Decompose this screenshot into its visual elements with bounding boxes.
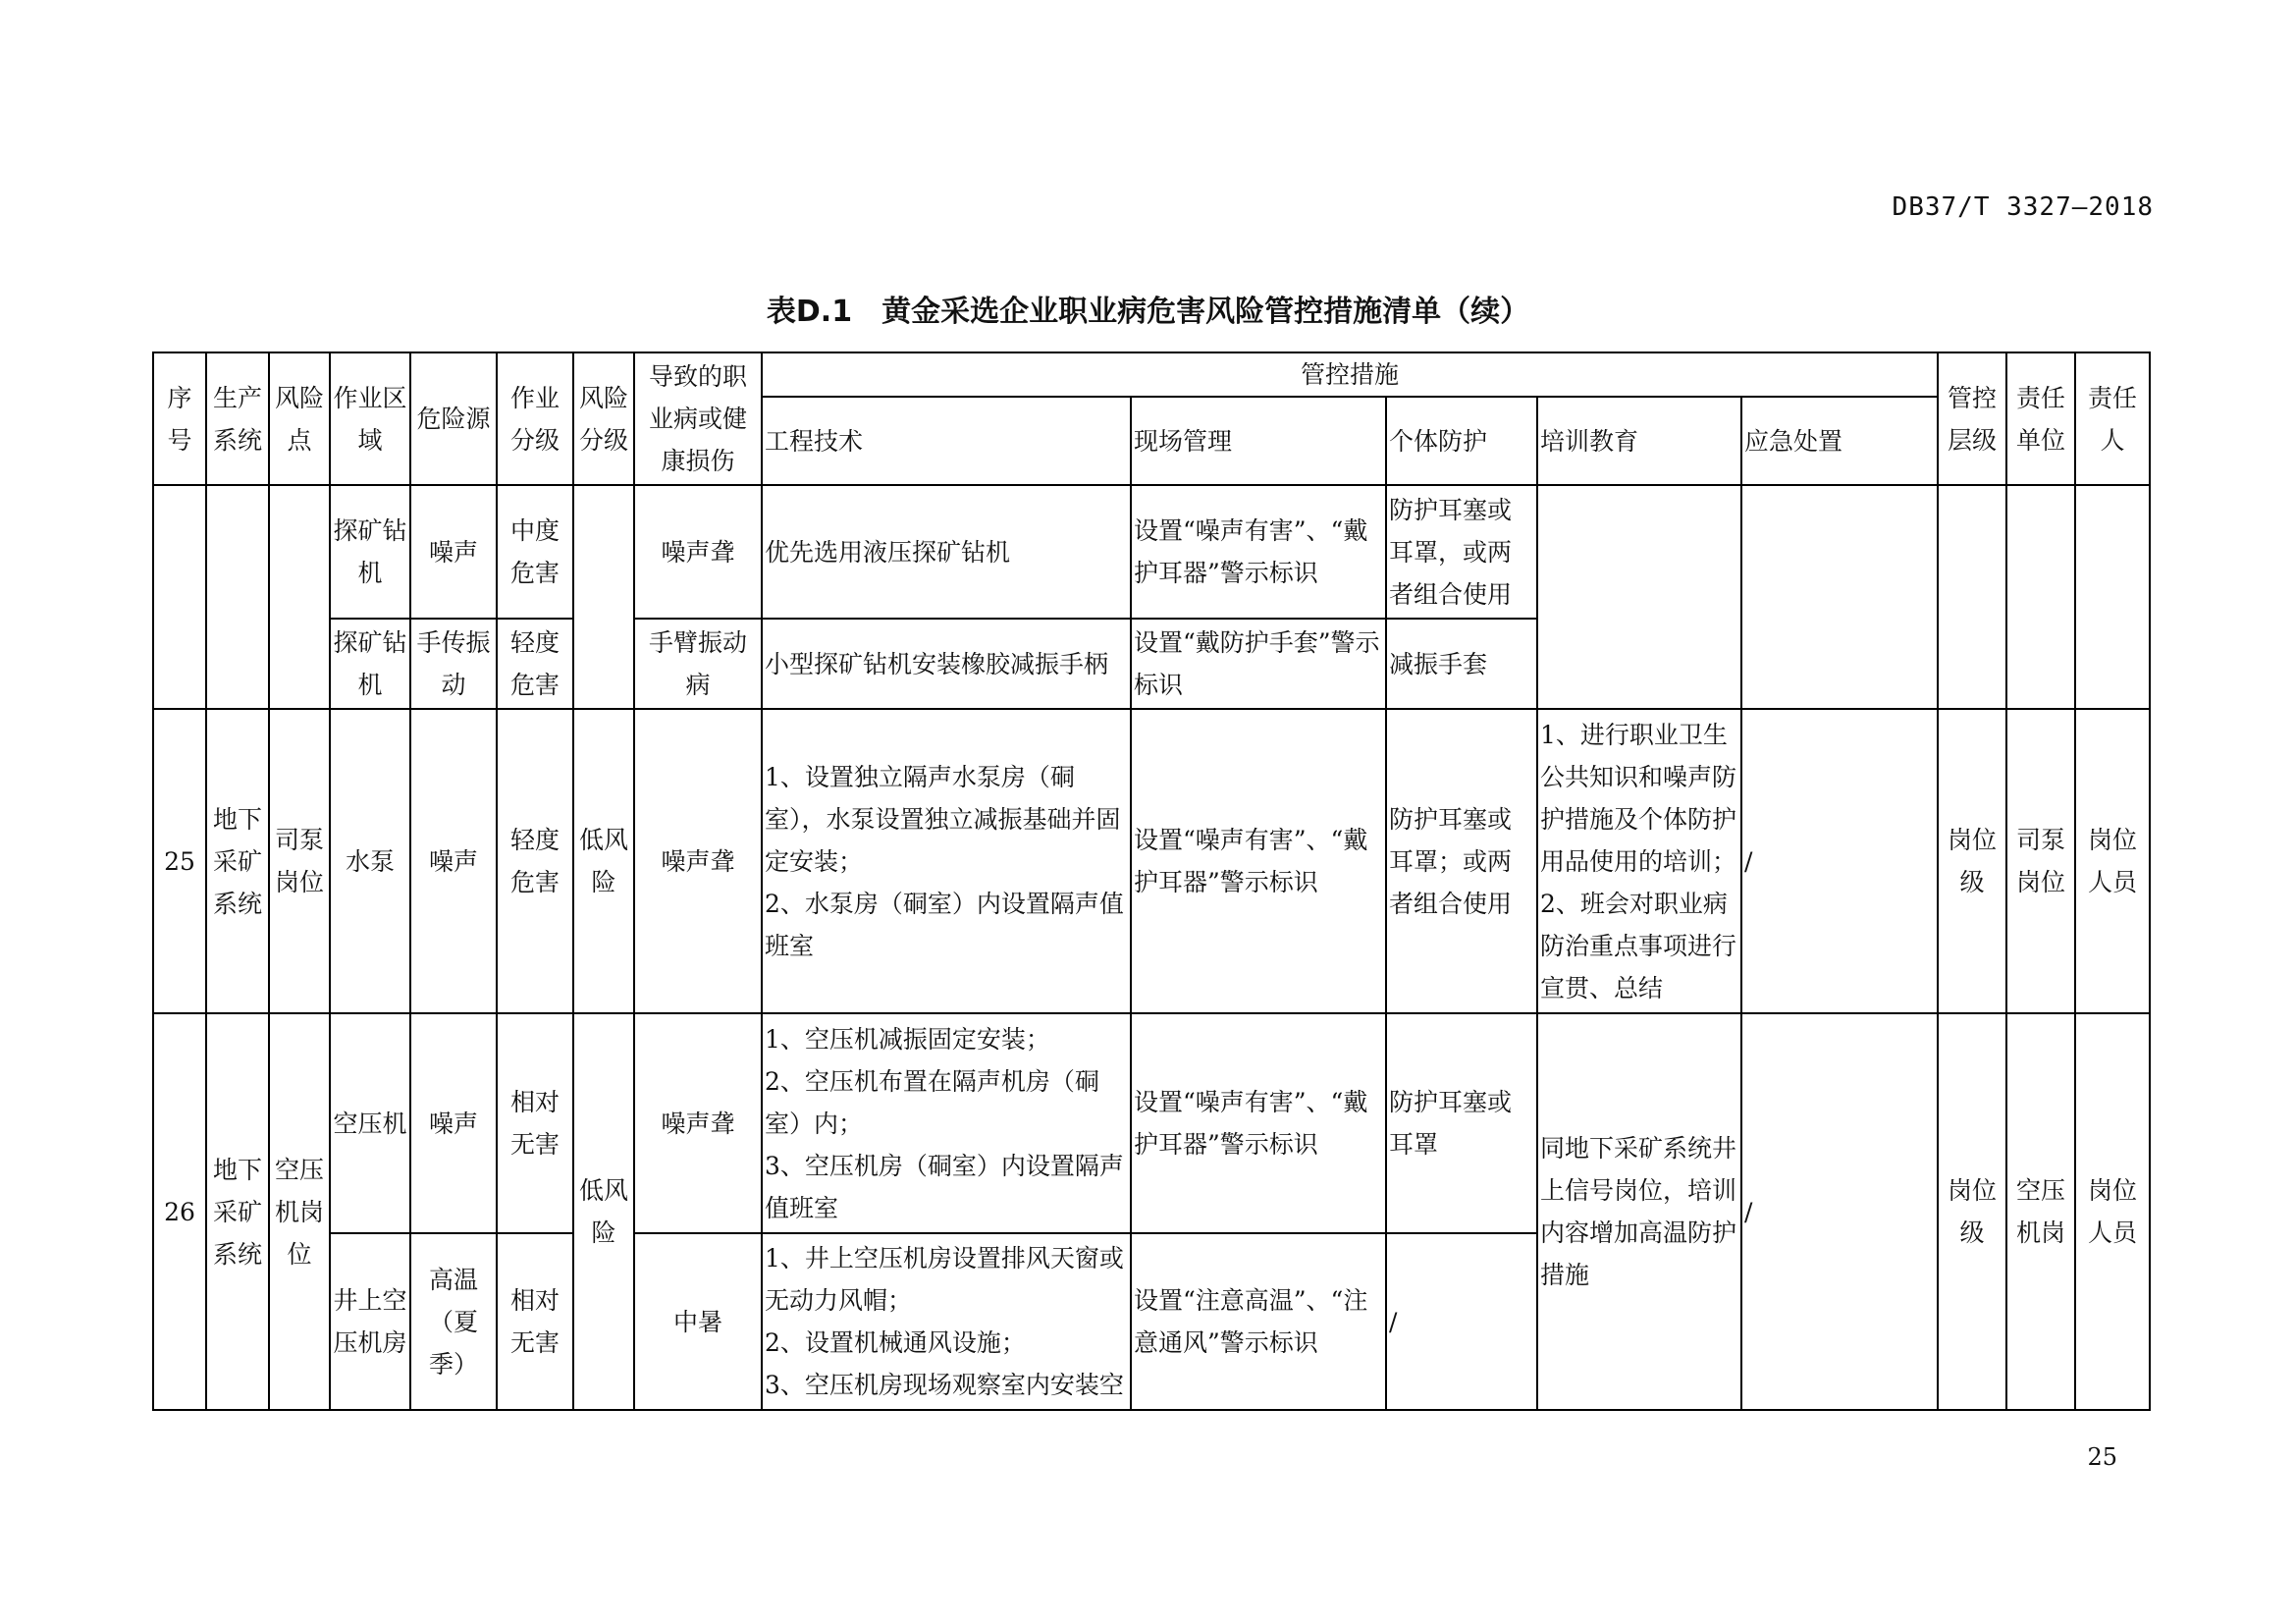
cell-training: 1、进行职业卫生公共知识和噪声防护措施及个体防护用品使用的培训； 2、班会对职业病防治重点事项进行宣贯、总结 — [1537, 709, 1741, 1013]
header-row — [153, 352, 2150, 397]
table-title: 表D.1 黄金采选企业职业病危害风险管控措施清单（续） — [766, 295, 1530, 329]
cont-resp-unit-cell — [2006, 485, 2075, 709]
cell-work-area: 探矿钻机 — [330, 485, 410, 619]
header-control-level: 管控层级 — [1938, 352, 2006, 485]
cell-work-area: 水泵 — [330, 709, 410, 1013]
cell-resp-person: 岗位人员 — [2075, 709, 2150, 1013]
cell-disease: 中暑 — [634, 1233, 762, 1410]
cell-ppe: 防护耳塞或耳罩，或两者组合使用 — [1386, 485, 1537, 619]
cell-work-level: 中度危害 — [497, 485, 573, 619]
cell-hazard-source: 高温（夏季） — [410, 1233, 497, 1410]
cont-risk-level-cell — [573, 485, 634, 709]
page-number: 25 — [2087, 1443, 2117, 1471]
table-row-26 — [153, 1013, 2150, 1233]
cell-work-level: 轻度危害 — [497, 709, 573, 1013]
header-ppe: 个体防护 — [1386, 397, 1537, 485]
cont-emergency-cell — [1741, 485, 1938, 709]
cell-hazard-source: 噪声 — [410, 485, 497, 619]
cell-site-mgmt: 设置“噪声有害”、“戴护耳器”警示标识 — [1131, 709, 1386, 1013]
cell-work-area: 井上空压机房 — [330, 1233, 410, 1410]
cont-training-cell — [1537, 485, 1741, 709]
cell-engineering: 1、空压机减振固定安装； 2、空压机布置在隔声机房（硐室）内； 3、空压机房（硐室）内设置隔声值班室 — [762, 1013, 1131, 1233]
cell-hazard-source: 噪声 — [410, 709, 497, 1013]
cell-emergency: / — [1741, 709, 1938, 1013]
header-system: 生产系统 — [206, 352, 269, 485]
cont-seq-cell — [153, 485, 206, 709]
header-risk-level: 风险分级 — [573, 352, 634, 485]
cell-resp-person: 岗位人员 — [2075, 1013, 2150, 1410]
cell-ppe: / — [1386, 1233, 1537, 1410]
header-emergency: 应急处置 — [1741, 397, 1938, 485]
cell-work-level: 轻度危害 — [497, 619, 573, 709]
header-seq: 序号 — [153, 352, 206, 485]
cell-resp-unit: 司泵岗位 — [2006, 709, 2075, 1013]
table-row — [153, 485, 2150, 619]
header-resp-person: 责任人 — [2075, 352, 2150, 485]
cont-resp-person-cell — [2075, 485, 2150, 709]
cell-work-area: 空压机 — [330, 1013, 410, 1233]
cell-risk-level: 低风险 — [573, 709, 634, 1013]
cell-disease: 噪声聋 — [634, 1013, 762, 1233]
cell-site-mgmt: 设置“噪声有害”、“戴护耳器”警示标识 — [1131, 1013, 1386, 1233]
cell-ppe: 防护耳塞或耳罩；或两者组合使用 — [1386, 709, 1537, 1013]
cell-site-mgmt: 设置“戴防护手套”警示标识 — [1131, 619, 1386, 709]
cell-engineering: 1、井上空压机房设置排风天窗或无动力风帽； 2、设置机械通风设施； 3、空压机房现场观察室内安装空 — [762, 1233, 1131, 1410]
header-resp-unit: 责任单位 — [2006, 352, 2075, 485]
cell-resp-unit: 空压机岗 — [2006, 1013, 2075, 1410]
cell-site-mgmt: 设置“注意高温”、“注意通风”警示标识 — [1131, 1233, 1386, 1410]
cell-disease: 噪声聋 — [634, 709, 762, 1013]
cell-control-level: 岗位级 — [1938, 709, 2006, 1013]
cell-hazard-source: 噪声 — [410, 1013, 497, 1233]
cell-system: 地下采矿系统 — [206, 709, 269, 1013]
header-work-area: 作业区域 — [330, 352, 410, 485]
document-code: DB37/T 3327—2018 — [1892, 192, 2154, 222]
header-engineering: 工程技术 — [762, 397, 1131, 485]
header-work-level: 作业分级 — [497, 352, 573, 485]
cell-risk-level: 低风险 — [573, 1013, 634, 1410]
header-disease: 导致的职业病或健康损伤 — [634, 352, 762, 485]
cell-training: 同地下采矿系统井上信号岗位，培训内容增加高温防护措施 — [1537, 1013, 1741, 1410]
cell-seq: 25 — [153, 709, 206, 1013]
cell-hazard-source: 手传振动 — [410, 619, 497, 709]
cell-system: 地下采矿系统 — [206, 1013, 269, 1410]
cell-risk-point: 空压机岗位 — [269, 1013, 330, 1410]
cell-disease: 手臂振动病 — [634, 619, 762, 709]
cell-work-level: 相对无害 — [497, 1013, 573, 1233]
cell-site-mgmt: 设置“噪声有害”、“戴护耳器”警示标识 — [1131, 485, 1386, 619]
header-risk-point: 风险点 — [269, 352, 330, 485]
cell-work-level: 相对无害 — [497, 1233, 573, 1410]
risk-control-table — [152, 352, 2151, 1411]
cont-risk-point-cell — [269, 485, 330, 709]
cell-ppe: 防护耳塞或耳罩 — [1386, 1013, 1537, 1233]
cell-seq: 26 — [153, 1013, 206, 1410]
cell-emergency: / — [1741, 1013, 1938, 1410]
header-training: 培训教育 — [1537, 397, 1741, 485]
cell-engineering: 小型探矿钻机安装橡胶减振手柄 — [762, 619, 1131, 709]
header-site-mgmt: 现场管理 — [1131, 397, 1386, 485]
cont-system-cell — [206, 485, 269, 709]
table-row-25 — [153, 709, 2150, 1013]
cont-control-level-cell — [1938, 485, 2006, 709]
cell-risk-point: 司泵岗位 — [269, 709, 330, 1013]
cell-ppe: 减振手套 — [1386, 619, 1537, 709]
header-measures: 管控措施 — [762, 352, 1938, 397]
cell-work-area: 探矿钻机 — [330, 619, 410, 709]
cell-control-level: 岗位级 — [1938, 1013, 2006, 1410]
cell-engineering: 1、设置独立隔声水泵房（硐室），水泵设置独立减振基础并固定安装； 2、水泵房（硐室）内设置隔声值班室 — [762, 709, 1131, 1013]
cell-engineering: 优先选用液压探矿钻机 — [762, 485, 1131, 619]
cell-disease: 噪声聋 — [634, 485, 762, 619]
header-hazard-source: 危险源 — [410, 352, 497, 485]
